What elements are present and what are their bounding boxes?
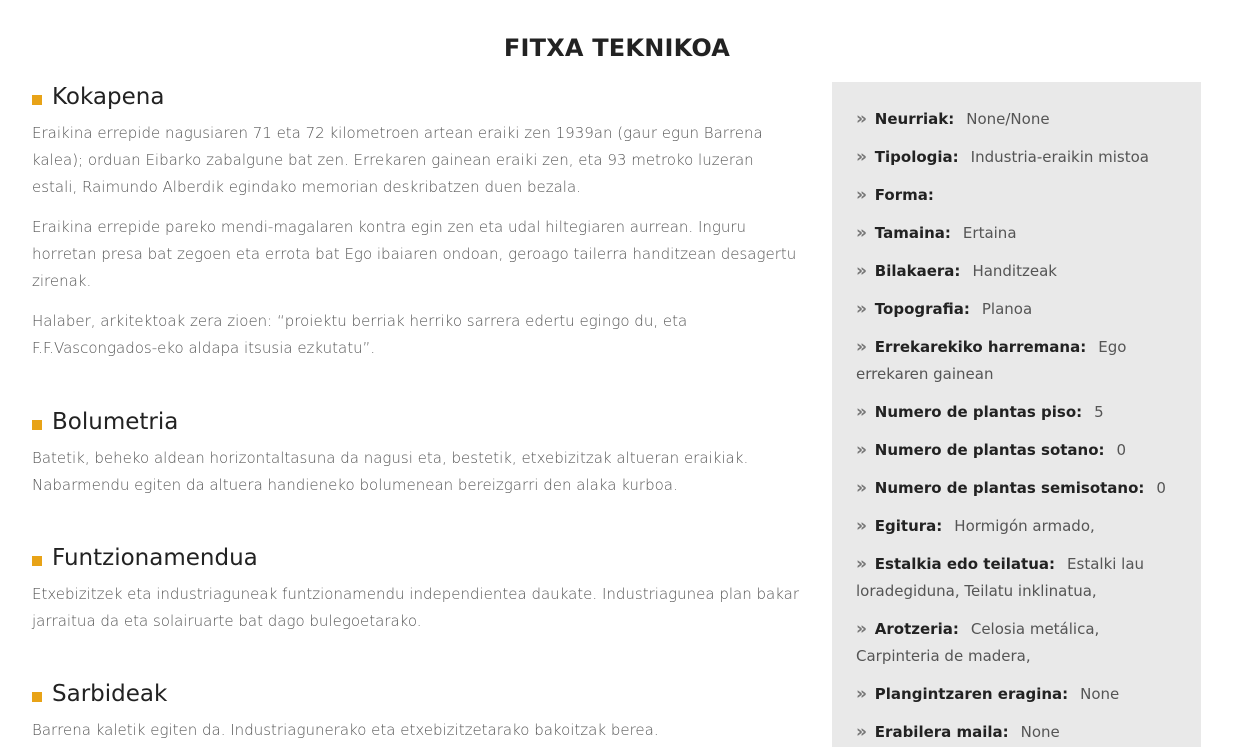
spec-item-forma	[856, 182, 1177, 209]
spec-label: Plangintzaren eragina:	[874, 685, 1069, 703]
section-heading	[32, 80, 802, 114]
double-chevron-right-icon: ››	[856, 185, 865, 205]
section-bolumetria	[32, 405, 802, 499]
section-heading	[32, 677, 802, 711]
page-title: FITXA TEKNIKOA	[503, 34, 731, 63]
section-heading-text: Funtzionamendua	[52, 545, 258, 571]
spec-item-egitura	[856, 513, 1177, 540]
spec-value: Industria-eraikin mistoa	[970, 148, 1149, 166]
spec-value: Handitzeak	[972, 262, 1057, 280]
spec-label: Arotzeria:	[874, 620, 959, 638]
spec-value: Estalki lau loradegiduna, Teilatu inklinatua,	[856, 555, 1145, 600]
double-chevron-right-icon: ››	[856, 478, 865, 498]
spec-label: Bilakaera:	[874, 262, 961, 280]
double-chevron-right-icon: ››	[856, 299, 865, 319]
spec-item-tipologia	[856, 144, 1177, 171]
double-chevron-right-icon: ››	[856, 440, 865, 460]
double-chevron-right-icon: ››	[856, 402, 865, 422]
double-chevron-right-icon: ››	[856, 223, 865, 243]
square-bullet-icon	[32, 692, 42, 702]
double-chevron-right-icon: ››	[856, 261, 865, 281]
spec-sidebar	[832, 82, 1201, 747]
spec-label: Errekarekiko harremana:	[874, 338, 1087, 356]
double-chevron-right-icon: ››	[856, 684, 865, 704]
spec-value: Hormigón armado,	[954, 517, 1095, 535]
spec-item-neurriak	[856, 106, 1177, 133]
spec-label: Egitura:	[874, 517, 943, 535]
spec-value: Ertaina	[962, 224, 1017, 242]
paragraph: Batetik, beheko aldean horizontaltasuna da nagusi eta, bestetik, etxebizitzak altueran eraikiak. Nabarmendu egiten da altuera handieneko bolumenean bereizgarri den alaka kurboa.	[32, 449, 749, 494]
spec-value: None	[1020, 723, 1060, 741]
spec-value: Celosia metálica, Carpinteria de madera,	[856, 620, 1100, 665]
spec-item-arotzeria	[856, 616, 1177, 670]
double-chevron-right-icon: ››	[856, 722, 865, 742]
spec-label: Numero de plantas sotano:	[874, 441, 1105, 459]
spec-label: Tamaina:	[874, 224, 951, 242]
spec-item-plantas-semisotano	[856, 475, 1177, 502]
spec-label: Estalkia edo teilatua:	[874, 555, 1056, 573]
spec-label: Numero de plantas semisotano:	[874, 479, 1145, 497]
square-bullet-icon	[32, 556, 42, 566]
spec-item-plantas-piso	[856, 399, 1177, 426]
spec-item-estalkia	[856, 551, 1177, 605]
section-sarbideak	[32, 677, 802, 744]
spec-value: 0	[1156, 479, 1166, 497]
section-funtzionamendua	[32, 541, 802, 635]
square-bullet-icon	[32, 95, 42, 105]
spec-item-topografia	[856, 296, 1177, 323]
spec-value: None/None	[966, 110, 1050, 128]
spec-label: Neurriak:	[874, 110, 955, 128]
double-chevron-right-icon: ››	[856, 337, 865, 357]
spec-item-plantas-sotano	[856, 437, 1177, 464]
spec-item-plangintzaren-eragina	[856, 681, 1177, 708]
section-heading-text: Kokapena	[52, 84, 165, 110]
spec-label: Erabilera maila:	[874, 723, 1009, 741]
spec-value: None	[1080, 685, 1120, 703]
spec-item-errekarekiko-harremana	[856, 334, 1177, 388]
double-chevron-right-icon: ››	[856, 147, 865, 167]
paragraph: Etxebizitzek eta industriaguneak funtzionamendu independientea daukate. Industriagunea plan bakar jarraitua da eta solairuarte bat dago bulegoetarako.	[32, 585, 799, 630]
paragraph: Barrena kaletik egiten da. Industriagunerako eta etxebizitzetarako bakoitzak berea.	[32, 721, 659, 739]
spec-label: Forma:	[874, 186, 934, 204]
main-content	[32, 80, 802, 747]
spec-value: Planoa	[981, 300, 1033, 318]
paragraph: Halaber, arkitektoak zera zioen: “proiektu berriak herriko sarrera edertu egingo du, eta F.F.Vascongados-eko aldapa itsusia ezkutatu”.	[32, 312, 688, 357]
spec-item-tamaina	[856, 220, 1177, 247]
section-heading	[32, 541, 802, 575]
section-heading-text: Bolumetria	[52, 409, 179, 435]
double-chevron-right-icon: ››	[856, 554, 865, 574]
section-heading-text: Sarbideak	[52, 681, 168, 707]
spec-label: Topografia:	[874, 300, 970, 318]
spec-value: 0	[1116, 441, 1127, 459]
paragraph: Eraikina errepide pareko mendi-magalaren kontra egin zen eta udal hiltegiaren aurrean. Inguru horretan presa bat zegoen eta errota bat Ego ibaiaren ondoan, geroago tailerra handitzean desagertu zirenak.	[32, 218, 797, 290]
square-bullet-icon	[32, 420, 42, 430]
section-heading	[32, 405, 802, 439]
spec-value: 5	[1094, 403, 1104, 421]
spec-item-erabilera-maila	[856, 719, 1177, 746]
section-kokapena	[32, 80, 802, 362]
spec-value: Ego errekaren gainean	[856, 338, 1127, 383]
paragraph: Eraikina errepide nagusiaren 71 eta 72 kilometroen artean eraiki zen 1939an (gaur egun Barrena kalea); orduan Eibarko zabalgune bat zen. Errekaren gainean eraiki zen, eta 93 metroko luzeran estali, Raimundo Alberdik egindako memorian deskribatzen duen bezala.	[32, 124, 763, 196]
spec-label: Numero de plantas piso:	[874, 403, 1083, 421]
spec-label: Tipologia:	[874, 148, 959, 166]
spec-item-bilakaera	[856, 258, 1177, 285]
double-chevron-right-icon: ››	[856, 109, 865, 129]
double-chevron-right-icon: ››	[856, 619, 865, 639]
double-chevron-right-icon: ››	[856, 516, 865, 536]
